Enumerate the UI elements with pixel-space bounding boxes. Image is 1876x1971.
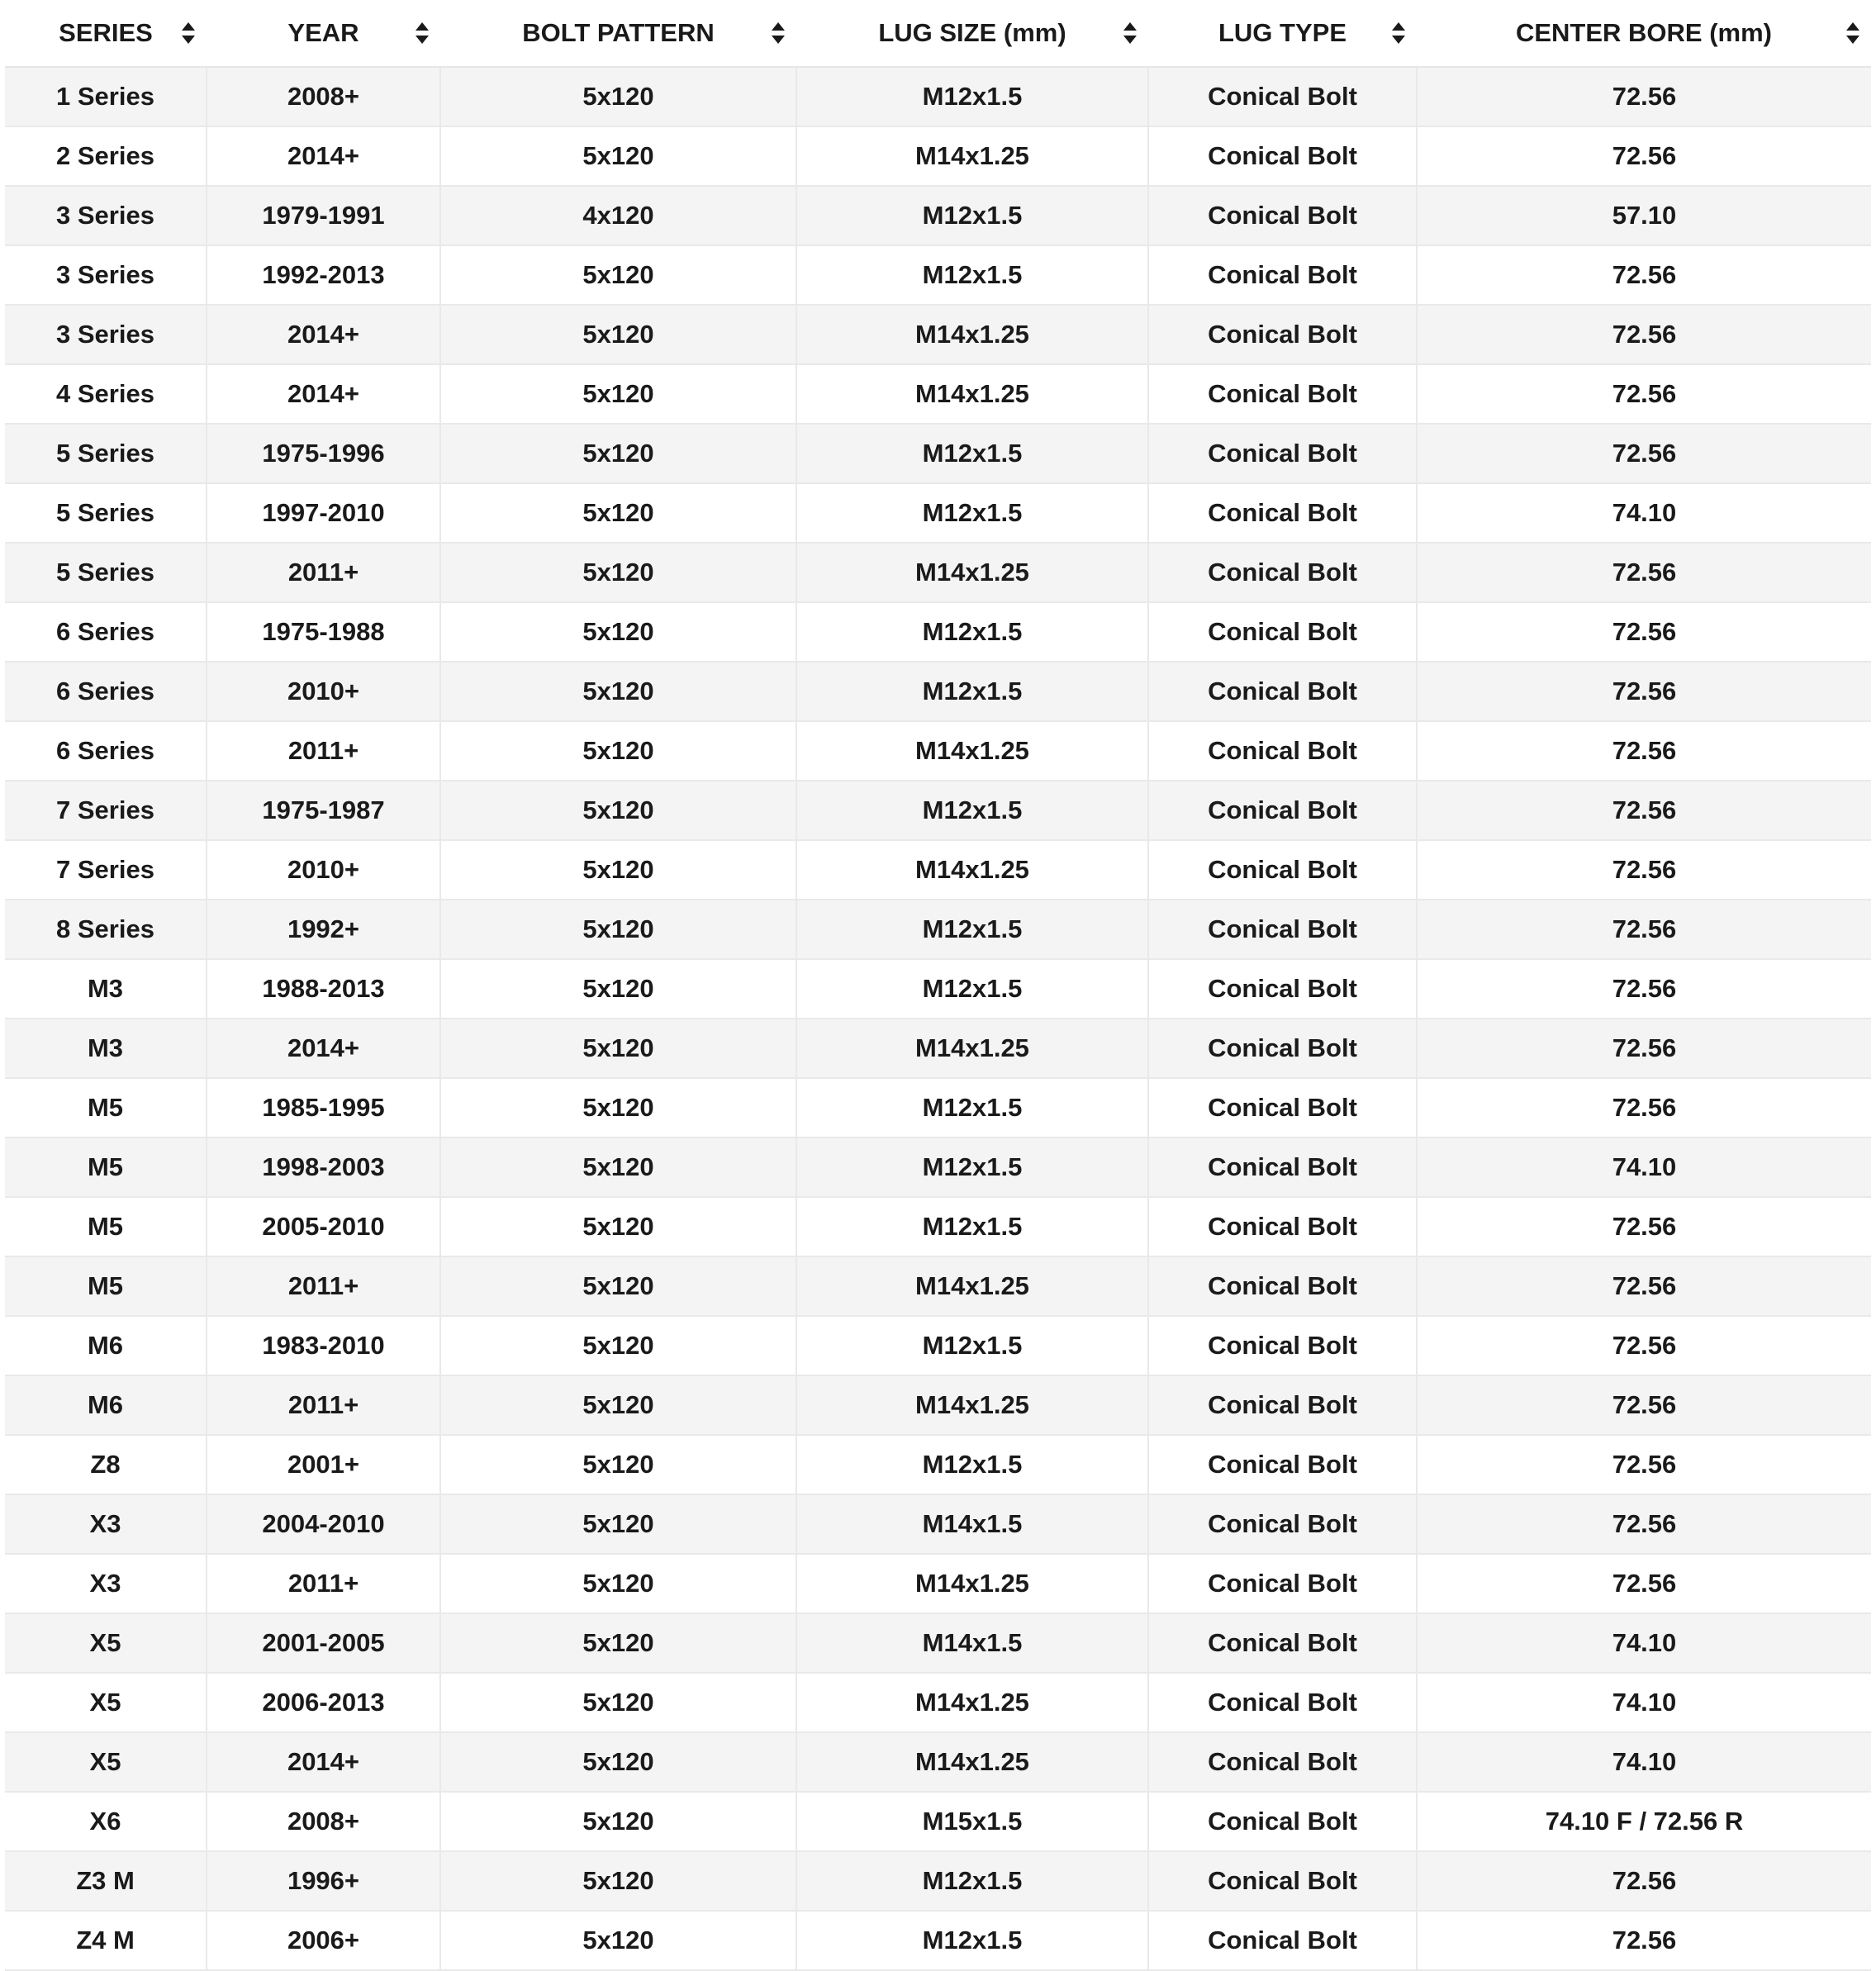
column-header-label: SERIES (59, 18, 153, 47)
column-header-label: YEAR (287, 18, 359, 47)
cell-center-bore: 72.56 (1417, 1078, 1871, 1137)
cell-bolt-pattern: 5x120 (440, 1732, 796, 1792)
column-header-lug-type[interactable] (1148, 0, 1417, 67)
cell-year: 1985-1995 (207, 1078, 440, 1137)
cell-series: 3 Series (5, 245, 207, 305)
cell-center-bore: 72.56 (1417, 840, 1871, 900)
column-header-label: CENTER BORE (mm) (1515, 18, 1772, 47)
cell-series: M6 (5, 1375, 207, 1435)
table-row (5, 1494, 1871, 1554)
cell-lug-size: M14x1.25 (796, 1375, 1148, 1435)
cell-bolt-pattern: 5x120 (440, 483, 796, 543)
cell-series: 4 Series (5, 364, 207, 424)
cell-lug-type: Conical Bolt (1148, 662, 1417, 721)
cell-series: M5 (5, 1078, 207, 1137)
table-row (5, 1197, 1871, 1256)
cell-lug-size: M12x1.5 (796, 662, 1148, 721)
cell-lug-type: Conical Bolt (1148, 1792, 1417, 1851)
cell-series: M5 (5, 1137, 207, 1197)
cell-year: 2006-2013 (207, 1673, 440, 1732)
cell-series: X5 (5, 1732, 207, 1792)
cell-year: 2010+ (207, 662, 440, 721)
cell-lug-size: M14x1.25 (796, 364, 1148, 424)
cell-bolt-pattern: 5x120 (440, 840, 796, 900)
cell-series: 5 Series (5, 483, 207, 543)
cell-bolt-pattern: 5x120 (440, 1019, 796, 1078)
cell-year: 2008+ (207, 67, 440, 126)
column-header-lug-size[interactable] (796, 0, 1148, 67)
cell-lug-size: M12x1.5 (796, 245, 1148, 305)
column-header-label: BOLT PATTERN (522, 18, 715, 47)
column-header-series[interactable] (5, 0, 207, 67)
cell-center-bore: 72.56 (1417, 364, 1871, 424)
cell-lug-type: Conical Bolt (1148, 721, 1417, 781)
table-row (5, 1851, 1871, 1911)
table-row (5, 67, 1871, 126)
cell-lug-type: Conical Bolt (1148, 1732, 1417, 1792)
cell-center-bore: 72.56 (1417, 1197, 1871, 1256)
cell-center-bore: 72.56 (1417, 662, 1871, 721)
cell-bolt-pattern: 5x120 (440, 1316, 796, 1375)
table-row (5, 424, 1871, 483)
cell-center-bore: 72.56 (1417, 1851, 1871, 1911)
table-row (5, 1673, 1871, 1732)
table-row (5, 602, 1871, 662)
cell-bolt-pattern: 5x120 (440, 364, 796, 424)
cell-lug-size: M12x1.5 (796, 602, 1148, 662)
fitment-table-container (5, 0, 1871, 1971)
cell-lug-size: M14x1.25 (796, 721, 1148, 781)
cell-center-bore: 72.56 (1417, 424, 1871, 483)
cell-lug-size: M14x1.25 (796, 1256, 1148, 1316)
cell-series: 6 Series (5, 662, 207, 721)
cell-lug-type: Conical Bolt (1148, 186, 1417, 245)
cell-bolt-pattern: 5x120 (440, 543, 796, 602)
cell-center-bore: 74.10 (1417, 1613, 1871, 1673)
cell-center-bore: 72.56 (1417, 1494, 1871, 1554)
cell-series: 7 Series (5, 781, 207, 840)
cell-year: 2011+ (207, 1554, 440, 1613)
cell-year: 2014+ (207, 1019, 440, 1078)
cell-center-bore: 72.56 (1417, 1256, 1871, 1316)
cell-lug-type: Conical Bolt (1148, 126, 1417, 186)
cell-year: 2006+ (207, 1911, 440, 1970)
table-row (5, 900, 1871, 959)
cell-bolt-pattern: 5x120 (440, 424, 796, 483)
cell-year: 2014+ (207, 1732, 440, 1792)
cell-bolt-pattern: 5x120 (440, 1375, 796, 1435)
cell-lug-size: M14x1.25 (796, 126, 1148, 186)
cell-lug-size: M15x1.5 (796, 1792, 1148, 1851)
cell-year: 2014+ (207, 364, 440, 424)
cell-lug-size: M14x1.25 (796, 1019, 1148, 1078)
cell-lug-type: Conical Bolt (1148, 364, 1417, 424)
table-header (5, 0, 1871, 67)
column-header-label: LUG TYPE (1218, 18, 1346, 47)
cell-year: 2014+ (207, 126, 440, 186)
cell-bolt-pattern: 5x120 (440, 602, 796, 662)
cell-center-bore: 72.56 (1417, 1911, 1871, 1970)
table-row (5, 1078, 1871, 1137)
table-row (5, 721, 1871, 781)
header-row (5, 0, 1871, 67)
cell-center-bore: 72.56 (1417, 1316, 1871, 1375)
table-row (5, 1019, 1871, 1078)
cell-lug-size: M12x1.5 (796, 424, 1148, 483)
cell-year: 1975-1988 (207, 602, 440, 662)
cell-lug-size: M12x1.5 (796, 1435, 1148, 1494)
cell-year: 2001+ (207, 1435, 440, 1494)
cell-center-bore: 72.56 (1417, 602, 1871, 662)
cell-center-bore: 74.10 (1417, 1673, 1871, 1732)
cell-series: M5 (5, 1197, 207, 1256)
cell-year: 2011+ (207, 1256, 440, 1316)
cell-lug-type: Conical Bolt (1148, 543, 1417, 602)
cell-bolt-pattern: 5x120 (440, 1554, 796, 1613)
cell-lug-type: Conical Bolt (1148, 1613, 1417, 1673)
cell-bolt-pattern: 5x120 (440, 1435, 796, 1494)
cell-year: 1992-2013 (207, 245, 440, 305)
cell-series: Z8 (5, 1435, 207, 1494)
cell-bolt-pattern: 5x120 (440, 1256, 796, 1316)
table-row (5, 1316, 1871, 1375)
cell-center-bore: 72.56 (1417, 305, 1871, 364)
cell-year: 1997-2010 (207, 483, 440, 543)
table-row (5, 662, 1871, 721)
column-header-bolt-pattern[interactable] (440, 0, 796, 67)
cell-year: 1998-2003 (207, 1137, 440, 1197)
cell-lug-type: Conical Bolt (1148, 900, 1417, 959)
cell-series: 3 Series (5, 186, 207, 245)
table-row (5, 1792, 1871, 1851)
cell-lug-size: M12x1.5 (796, 1197, 1148, 1256)
cell-year: 2004-2010 (207, 1494, 440, 1554)
cell-series: 7 Series (5, 840, 207, 900)
column-header-center-bore[interactable] (1417, 0, 1871, 67)
cell-series: 5 Series (5, 543, 207, 602)
table-row (5, 781, 1871, 840)
cell-center-bore: 74.10 (1417, 1732, 1871, 1792)
cell-bolt-pattern: 4x120 (440, 186, 796, 245)
cell-bolt-pattern: 5x120 (440, 1494, 796, 1554)
cell-lug-type: Conical Bolt (1148, 1911, 1417, 1970)
cell-lug-size: M12x1.5 (796, 1851, 1148, 1911)
cell-series: M6 (5, 1316, 207, 1375)
cell-series: Z3 M (5, 1851, 207, 1911)
cell-lug-type: Conical Bolt (1148, 1851, 1417, 1911)
cell-bolt-pattern: 5x120 (440, 900, 796, 959)
cell-lug-type: Conical Bolt (1148, 1256, 1417, 1316)
cell-lug-type: Conical Bolt (1148, 1197, 1417, 1256)
cell-center-bore: 72.56 (1417, 900, 1871, 959)
cell-series: 6 Series (5, 602, 207, 662)
table-row (5, 364, 1871, 424)
cell-center-bore: 72.56 (1417, 543, 1871, 602)
cell-center-bore: 72.56 (1417, 1019, 1871, 1078)
cell-bolt-pattern: 5x120 (440, 721, 796, 781)
cell-lug-type: Conical Bolt (1148, 483, 1417, 543)
cell-center-bore: 72.56 (1417, 126, 1871, 186)
cell-year: 2010+ (207, 840, 440, 900)
table-row (5, 483, 1871, 543)
cell-bolt-pattern: 5x120 (440, 245, 796, 305)
cell-year: 1996+ (207, 1851, 440, 1911)
cell-series: 6 Series (5, 721, 207, 781)
cell-lug-size: M12x1.5 (796, 67, 1148, 126)
cell-lug-type: Conical Bolt (1148, 424, 1417, 483)
cell-series: M3 (5, 959, 207, 1019)
cell-year: 2011+ (207, 543, 440, 602)
table-row (5, 126, 1871, 186)
cell-lug-size: M14x1.25 (796, 305, 1148, 364)
cell-series: 8 Series (5, 900, 207, 959)
cell-series: X6 (5, 1792, 207, 1851)
cell-center-bore: 74.10 (1417, 1137, 1871, 1197)
column-header-label: LUG SIZE (mm) (878, 18, 1066, 47)
cell-year: 1979-1991 (207, 186, 440, 245)
cell-lug-size: M12x1.5 (796, 1078, 1148, 1137)
cell-series: M3 (5, 1019, 207, 1078)
cell-lug-type: Conical Bolt (1148, 305, 1417, 364)
cell-lug-size: M14x1.5 (796, 1613, 1148, 1673)
cell-lug-type: Conical Bolt (1148, 1435, 1417, 1494)
cell-year: 1975-1987 (207, 781, 440, 840)
sort-icon[interactable] (772, 22, 785, 44)
cell-center-bore: 72.56 (1417, 959, 1871, 1019)
cell-lug-type: Conical Bolt (1148, 1137, 1417, 1197)
cell-lug-type: Conical Bolt (1148, 1494, 1417, 1554)
cell-center-bore: 72.56 (1417, 245, 1871, 305)
cell-year: 2011+ (207, 1375, 440, 1435)
cell-series: 3 Series (5, 305, 207, 364)
table-row (5, 1375, 1871, 1435)
cell-center-bore: 72.56 (1417, 781, 1871, 840)
sort-icon[interactable] (1846, 22, 1859, 44)
cell-lug-type: Conical Bolt (1148, 1316, 1417, 1375)
cell-lug-type: Conical Bolt (1148, 1375, 1417, 1435)
cell-year: 2014+ (207, 305, 440, 364)
table-row (5, 305, 1871, 364)
table-body (5, 67, 1871, 1970)
table-row (5, 543, 1871, 602)
sort-icon[interactable] (1123, 22, 1137, 44)
cell-lug-type: Conical Bolt (1148, 959, 1417, 1019)
cell-year: 1988-2013 (207, 959, 440, 1019)
cell-lug-type: Conical Bolt (1148, 1554, 1417, 1613)
table-row (5, 1613, 1871, 1673)
cell-lug-type: Conical Bolt (1148, 67, 1417, 126)
table-row (5, 245, 1871, 305)
table-row (5, 1137, 1871, 1197)
cell-lug-type: Conical Bolt (1148, 840, 1417, 900)
cell-lug-size: M14x1.25 (796, 840, 1148, 900)
cell-center-bore: 74.10 (1417, 483, 1871, 543)
sort-icon[interactable] (182, 22, 195, 44)
cell-lug-size: M12x1.5 (796, 1137, 1148, 1197)
cell-lug-size: M14x1.25 (796, 543, 1148, 602)
cell-lug-size: M12x1.5 (796, 186, 1148, 245)
cell-bolt-pattern: 5x120 (440, 1673, 796, 1732)
cell-bolt-pattern: 5x120 (440, 1197, 796, 1256)
cell-lug-size: M12x1.5 (796, 1316, 1148, 1375)
fitment-table (5, 0, 1871, 1971)
column-header-year[interactable] (207, 0, 440, 67)
cell-center-bore: 72.56 (1417, 1375, 1871, 1435)
cell-lug-size: M12x1.5 (796, 1911, 1148, 1970)
cell-lug-size: M14x1.25 (796, 1732, 1148, 1792)
sort-icon[interactable] (416, 22, 429, 44)
cell-bolt-pattern: 5x120 (440, 1851, 796, 1911)
cell-bolt-pattern: 5x120 (440, 1792, 796, 1851)
table-row (5, 186, 1871, 245)
cell-bolt-pattern: 5x120 (440, 1137, 796, 1197)
cell-lug-type: Conical Bolt (1148, 602, 1417, 662)
table-row (5, 1554, 1871, 1613)
cell-center-bore: 72.56 (1417, 721, 1871, 781)
sort-icon[interactable] (1392, 22, 1405, 44)
cell-year: 2005-2010 (207, 1197, 440, 1256)
table-row (5, 1911, 1871, 1970)
cell-center-bore: 72.56 (1417, 1554, 1871, 1613)
cell-series: Z4 M (5, 1911, 207, 1970)
cell-lug-type: Conical Bolt (1148, 781, 1417, 840)
cell-year: 1992+ (207, 900, 440, 959)
cell-lug-type: Conical Bolt (1148, 1019, 1417, 1078)
cell-year: 1983-2010 (207, 1316, 440, 1375)
cell-lug-type: Conical Bolt (1148, 1078, 1417, 1137)
cell-center-bore: 72.56 (1417, 67, 1871, 126)
cell-bolt-pattern: 5x120 (440, 1078, 796, 1137)
cell-lug-size: M12x1.5 (796, 483, 1148, 543)
cell-series: X5 (5, 1673, 207, 1732)
cell-lug-type: Conical Bolt (1148, 1673, 1417, 1732)
cell-lug-size: M14x1.5 (796, 1494, 1148, 1554)
cell-lug-type: Conical Bolt (1148, 245, 1417, 305)
cell-series: X3 (5, 1494, 207, 1554)
cell-bolt-pattern: 5x120 (440, 67, 796, 126)
cell-lug-size: M12x1.5 (796, 959, 1148, 1019)
cell-lug-size: M14x1.25 (796, 1554, 1148, 1613)
table-row (5, 1256, 1871, 1316)
table-row (5, 840, 1871, 900)
cell-bolt-pattern: 5x120 (440, 305, 796, 364)
cell-bolt-pattern: 5x120 (440, 781, 796, 840)
cell-lug-size: M12x1.5 (796, 900, 1148, 959)
cell-series: X3 (5, 1554, 207, 1613)
cell-lug-size: M14x1.25 (796, 1673, 1148, 1732)
cell-lug-size: M12x1.5 (796, 781, 1148, 840)
cell-center-bore: 57.10 (1417, 186, 1871, 245)
cell-bolt-pattern: 5x120 (440, 1613, 796, 1673)
table-row (5, 1435, 1871, 1494)
table-row (5, 959, 1871, 1019)
cell-year: 2008+ (207, 1792, 440, 1851)
cell-year: 1975-1996 (207, 424, 440, 483)
cell-series: M5 (5, 1256, 207, 1316)
cell-bolt-pattern: 5x120 (440, 662, 796, 721)
cell-center-bore: 72.56 (1417, 1435, 1871, 1494)
cell-series: 5 Series (5, 424, 207, 483)
table-row (5, 1732, 1871, 1792)
cell-series: X5 (5, 1613, 207, 1673)
cell-year: 2011+ (207, 721, 440, 781)
cell-series: 1 Series (5, 67, 207, 126)
cell-series: 2 Series (5, 126, 207, 186)
cell-center-bore: 74.10 F / 72.56 R (1417, 1792, 1871, 1851)
cell-bolt-pattern: 5x120 (440, 1911, 796, 1970)
cell-bolt-pattern: 5x120 (440, 126, 796, 186)
cell-bolt-pattern: 5x120 (440, 959, 796, 1019)
cell-year: 2001-2005 (207, 1613, 440, 1673)
